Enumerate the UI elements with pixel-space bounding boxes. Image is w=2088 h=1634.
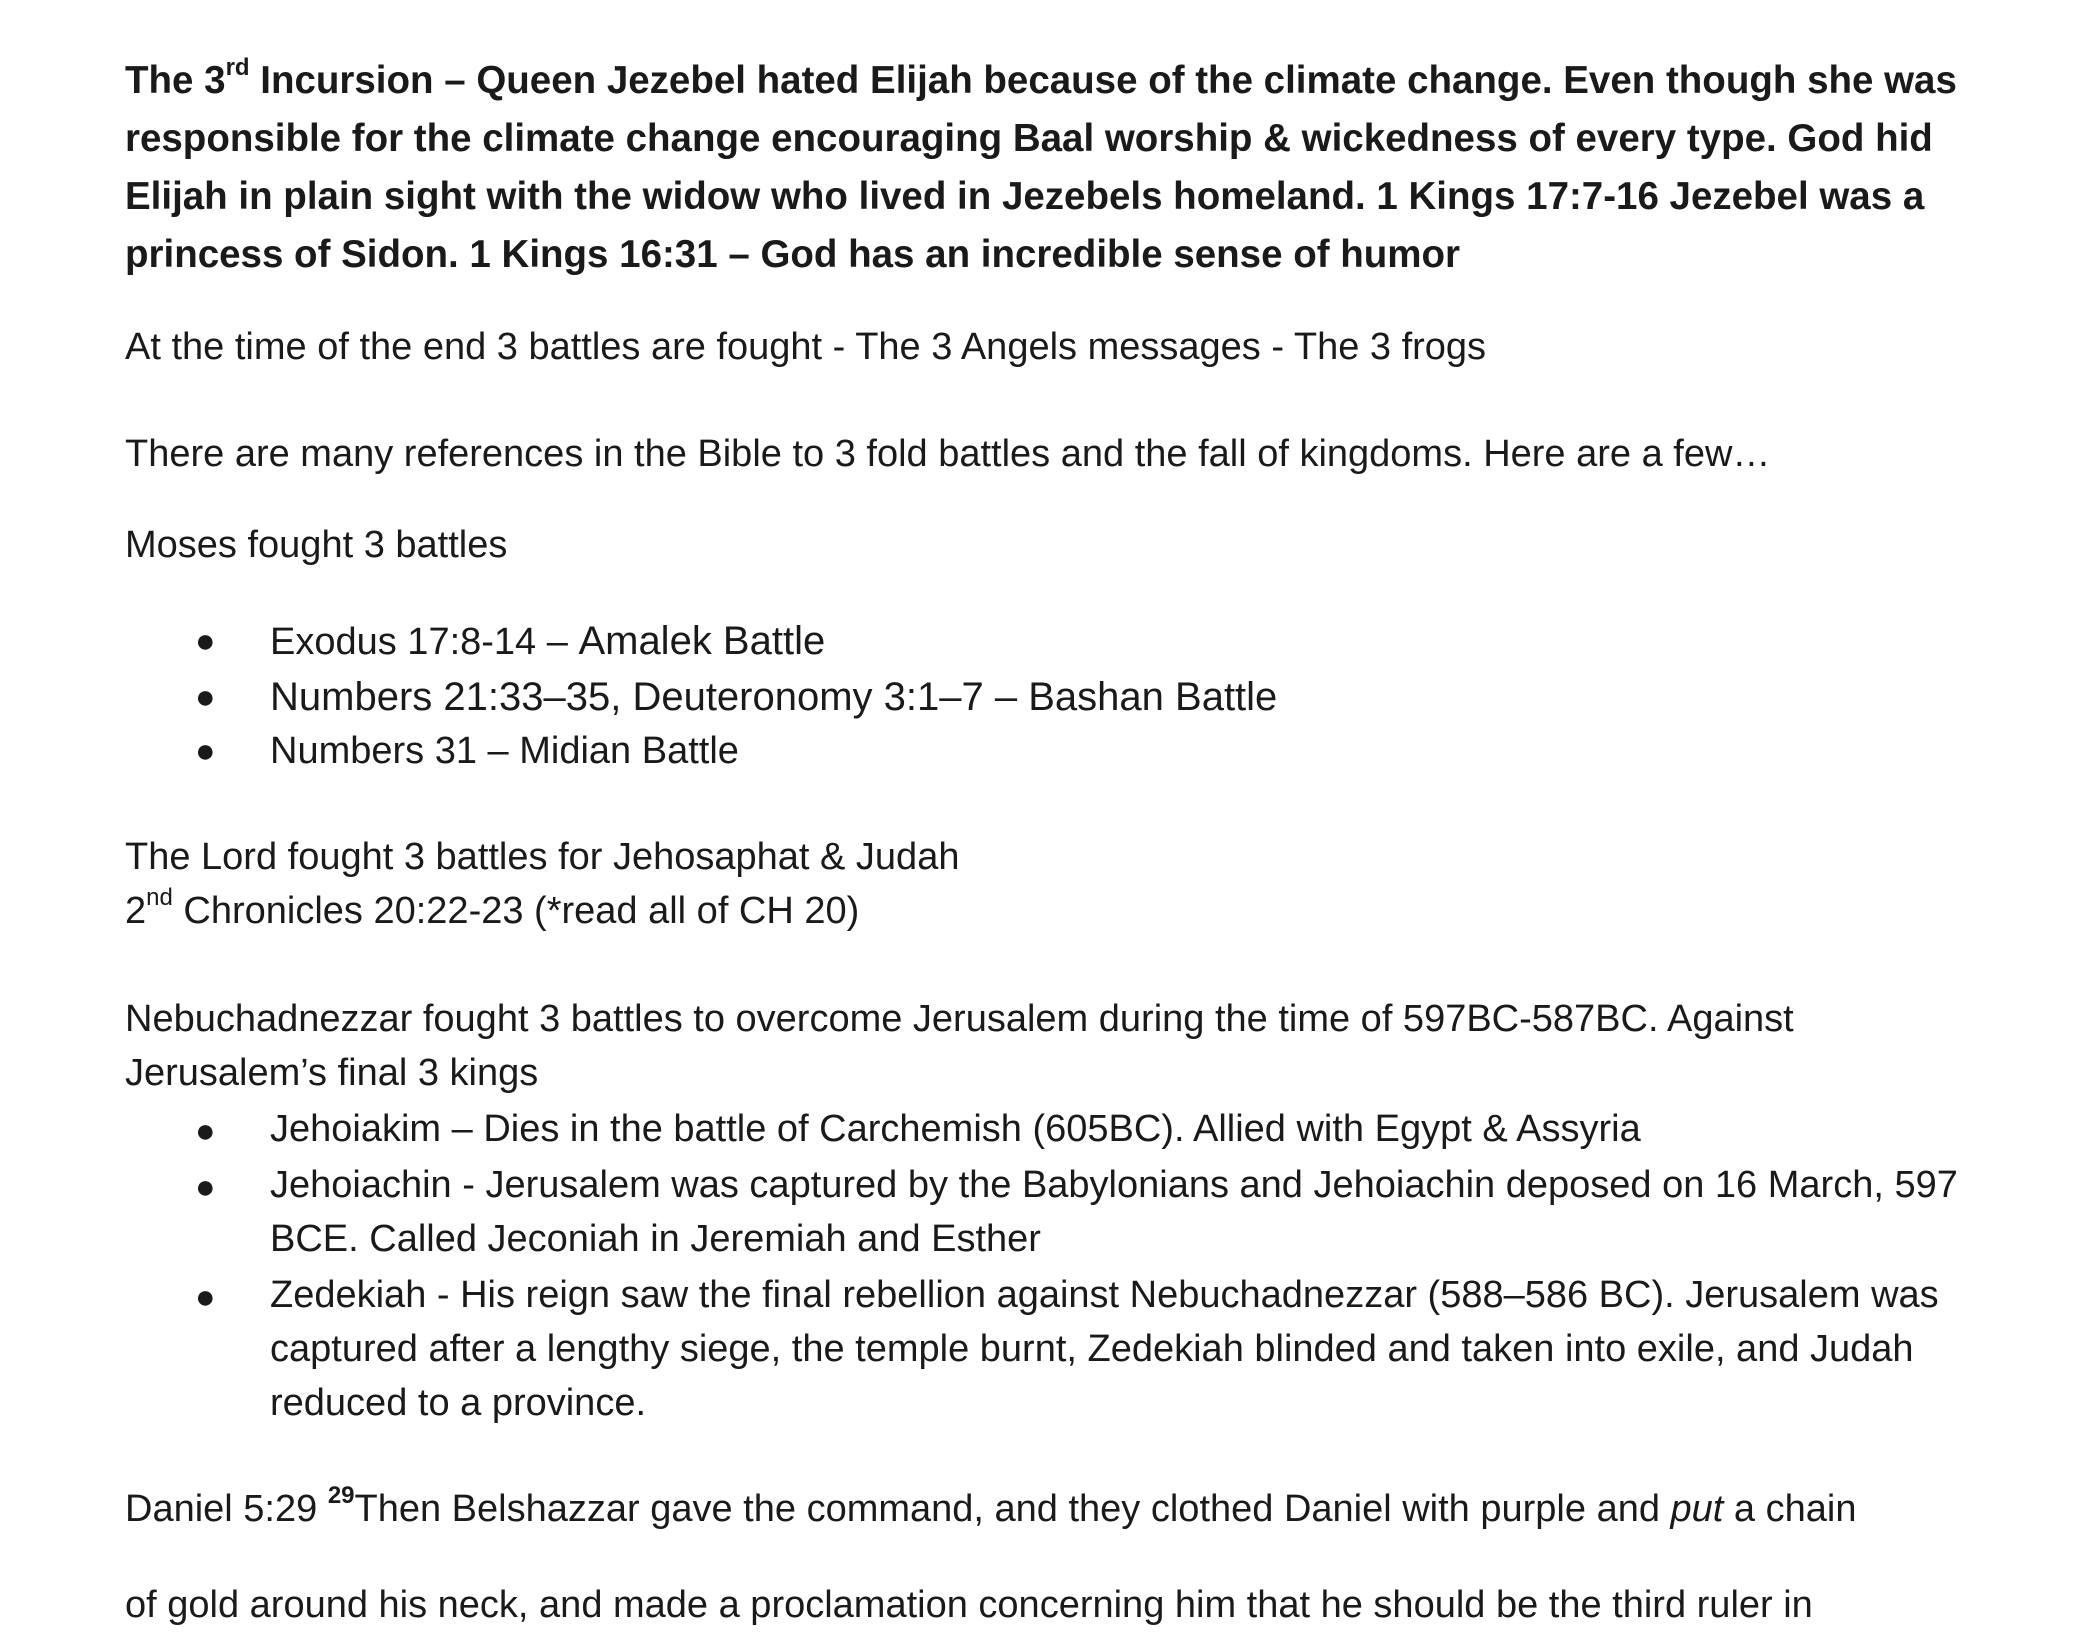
list-item-name: Amalek Battle — [578, 619, 826, 663]
verse-number: 29 — [327, 1482, 355, 1510]
ref-superscript: nd — [146, 884, 173, 912]
bullet-icon: ● — [195, 732, 216, 770]
end-time-line: At the time of the end 3 battles are fought - The 3 Angels messages - The 3 frogs — [125, 326, 1487, 368]
bullet-icon: ● — [195, 1112, 216, 1150]
bullet-icon: ● — [195, 1168, 216, 1206]
intro-superscript: rd — [225, 54, 250, 82]
intro-prefix: The 3 — [125, 59, 226, 102]
bullet-icon: ● — [195, 622, 216, 660]
nebuchadnezzar-line-2: Jerusalem’s final 3 kings — [125, 1052, 539, 1094]
moses-heading: Moses fought 3 battles — [125, 524, 508, 566]
list-item-ref: Numbers 21:33–35, Deuteronomy 3:1–7 – Bashan Battle — [270, 675, 1278, 719]
bullet-icon: ● — [195, 678, 216, 716]
daniel-verse-continuation: of gold around his neck, and made a proclamation concerning him that he should be the third ruler in — [125, 1584, 1813, 1626]
references-line: There are many references in the Bible to 3 fold battles and the fall of kingdoms. Here are a few… — [125, 433, 1771, 475]
daniel-verse: Daniel 5:29 $^{29}$Then Belshazzar gave the command, and they clothed Daniel with purple and put a chain — [125, 1482, 1857, 1530]
daniel-ref: Daniel 5:29 — [125, 1488, 328, 1530]
jehoshaphat-reference: 2nd Chronicles 20:22-23 (*read all of CH 20) — [125, 884, 860, 932]
list-item-ref: Numbers 31 – Midian Battle — [270, 730, 739, 772]
list-item: Jehoiakim – Dies in the battle of Carchemish (605BC). Allied with Egypt & Assyria — [270, 1108, 1641, 1150]
bullet-icon: ● — [195, 1278, 216, 1316]
list-item: Jehoiachin - Jerusalem was captured by the Babylonians and Jehoiachin deposed on 16 March, 597 BCE. Called Jeconiah in Jeremiah and Esther — [270, 1164, 1958, 1260]
jehoshaphat-heading: The Lord fought 3 battles for Jehosaphat & Judah — [125, 836, 960, 878]
intro-paragraph — [125, 52, 1985, 284]
list-item-ref: Exodus 17:8-14 – — [270, 621, 579, 663]
nebuchadnezzar-line-1: Nebuchadnezzar fought 3 battles to overcome Jerusalem during the time of 597BC-587BC. Against — [125, 998, 1794, 1040]
list-item: Zedekiah - His reign saw the final rebellion against Nebuchadnezzar (588–586 BC). Jerusalem was captured after a lengthy siege, the temple burnt, Zedekiah blinded and taken into exile, and Judah reduced to a province. — [270, 1274, 1939, 1424]
intro-text: Incursion – Queen Jezebel hated Elijah because of the climate change. Even though she was responsible for the climate change encouraging Baal worship & wickedness of every type. God hid Elijah in plain sight with the widow who lived in Jezebels homeland. 1 Kings 17:7-16 Jezebel was a princess of Sidon. 1 Kings 16:31 – God has an incredible sense of humor — [125, 59, 1957, 276]
